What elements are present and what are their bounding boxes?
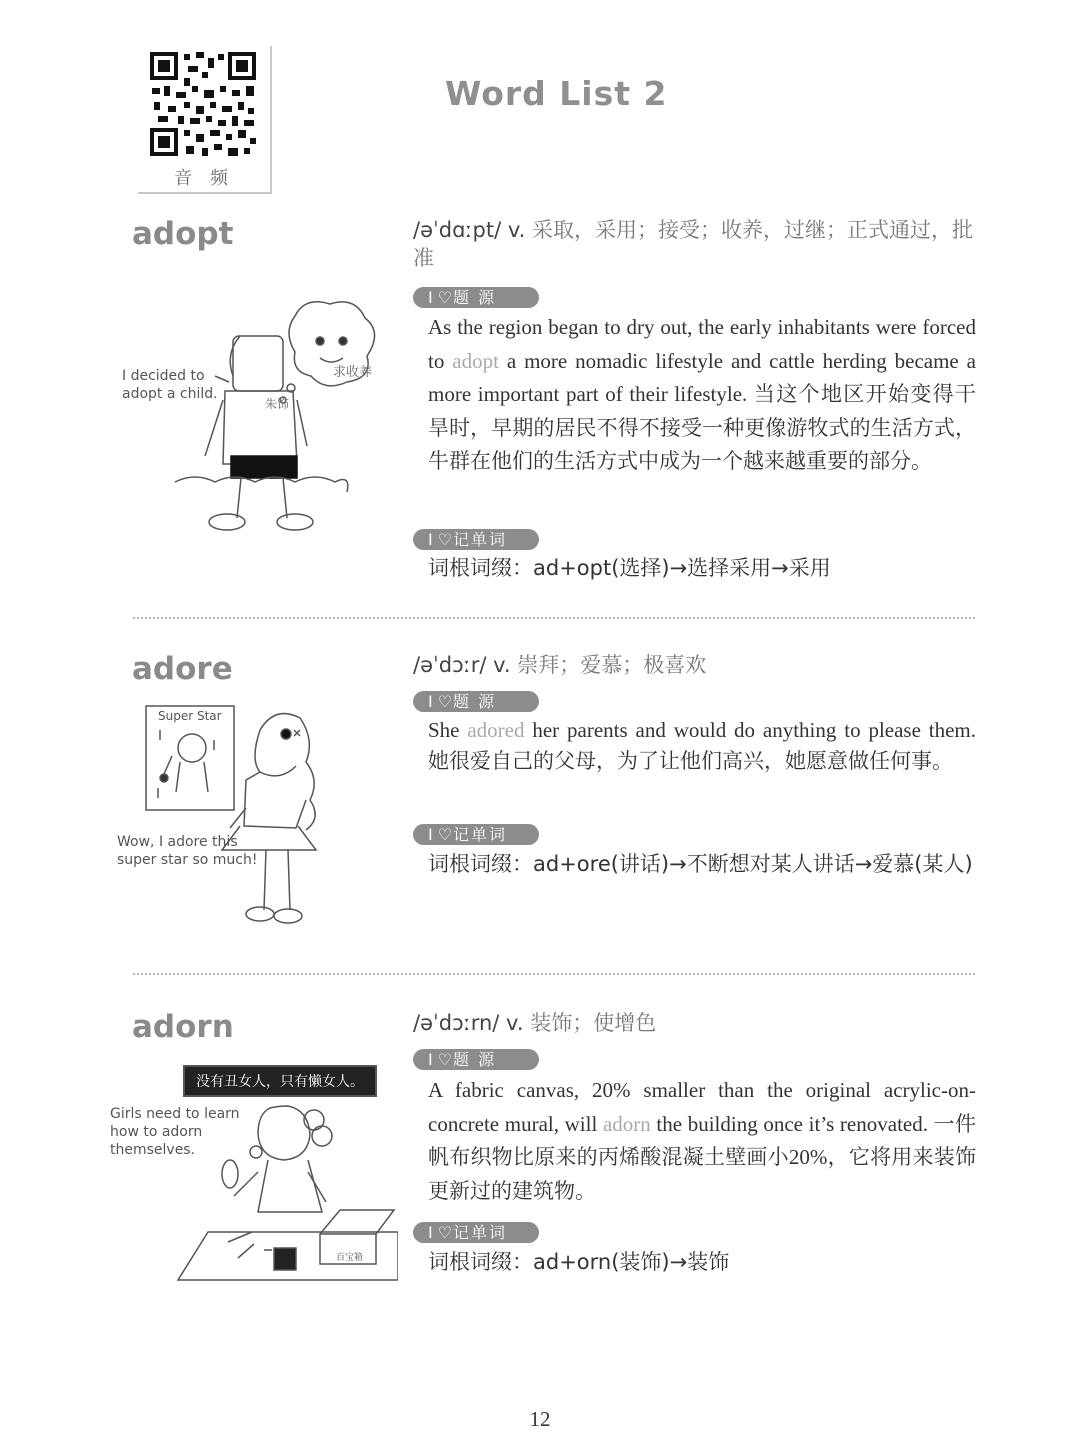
word-root-note-adore: 词根词缀：ad+ore(讲话)→不断想对某人讲话→爱慕(某人) [428, 852, 973, 876]
audio-qr-block[interactable] [138, 46, 272, 194]
page-title: Word List 2 [445, 74, 668, 113]
girl-head [258, 1106, 310, 1160]
keyword: adopt [452, 348, 499, 373]
tag-label: 记单词 [453, 1223, 508, 1242]
meaning: 采取，采用；接受；收养，过继；正式通过，批准 [413, 218, 974, 270]
source-tag [413, 691, 539, 712]
part-of-speech: v. [493, 653, 511, 677]
illustration-caption: Girls need to learn [110, 1106, 240, 1122]
entry-divider [133, 973, 975, 975]
sentence-translation: 当这个地区开始变得干旱时，早期的居民不得不接受一种更像游牧式的生活方式，牛群在他们的生活方式中成为一个越来越重要的部分。 [428, 382, 977, 473]
box-label: 百宝箱 [336, 1253, 364, 1263]
tag-label: 题 源 [453, 692, 497, 711]
sentence-text: the building once it’s renovated. [650, 1111, 928, 1136]
memorize-tag [413, 824, 539, 845]
source-tag [413, 287, 539, 308]
phonetic: /əˈdɔːrn/ [413, 1011, 500, 1035]
shirt-text: 朱饰 [265, 397, 290, 411]
qr-code-icon[interactable] [148, 50, 258, 158]
part-of-speech: v. [507, 218, 526, 242]
illustration-caption: Wow, I adore this [117, 834, 238, 850]
adore-illustration [110, 700, 330, 935]
source-tag [413, 1049, 539, 1070]
illustration-caption: adopt a child. [122, 386, 218, 402]
character-head [233, 336, 283, 391]
poster-title: Super Star [158, 709, 222, 723]
audio-label: 音 频 [174, 168, 234, 189]
sentence-translation: 她很爱自己的父母，为了让他们高兴，她愿意做任何事。 [428, 749, 953, 773]
headword-adopt: adopt [132, 216, 234, 252]
sentence-translation: 一件帆布织物比原来的丙烯酸混凝土壁画小20%，它将用来装饰更新过的建筑物。 [428, 1111, 977, 1203]
phonetic: /əˈdɑːpt/ [413, 218, 502, 242]
bubble-text: 求收养 [333, 365, 373, 380]
example-sentence-adorn [428, 1074, 976, 1208]
tag-label: 题 源 [453, 288, 497, 307]
memorize-tag [413, 1222, 539, 1243]
keyword: adored [467, 718, 525, 742]
word-root-note-adorn: 词根词缀：ad+orn(装饰)→装饰 [428, 1250, 730, 1274]
sentence-text: As the region began to dry out, the early inhabitants were forced to [428, 315, 976, 373]
illustration-caption: super star so much! [117, 852, 258, 868]
girl-body [258, 1160, 322, 1212]
example-sentence-adore [428, 715, 976, 777]
entry-divider [133, 617, 975, 619]
example-sentence-adopt [428, 311, 976, 479]
meaning: 装饰；使增色 [530, 1011, 657, 1035]
tag-label: 题 源 [453, 1050, 497, 1069]
definition-adore [413, 651, 978, 679]
heart-icon: I ♡ [428, 288, 453, 307]
headword-adore: adore [132, 651, 233, 687]
word-root-note-adopt: 词根词缀：ad+opt(选择)→选择采用→采用 [428, 556, 831, 580]
definition-adorn [413, 1009, 978, 1037]
illustration-caption: how to adorn [110, 1124, 203, 1140]
phonetic: /əˈdɔːr/ [413, 653, 487, 677]
page-number: 12 [529, 1407, 551, 1431]
heart-icon: I ♡ [428, 530, 453, 549]
tag-label: 记单词 [453, 825, 508, 844]
heart-icon: I ♡ [428, 1223, 453, 1242]
adopt-illustration [115, 296, 385, 536]
sentence-text: A fabric canvas, 20% smaller than the original acrylic-on-concrete mural, will [428, 1078, 976, 1136]
sentence-text: She [428, 718, 468, 742]
illustration-caption: themselves. [110, 1142, 196, 1158]
definition-adopt [413, 216, 978, 272]
heart-icon: I ♡ [428, 825, 453, 844]
memorize-tag [413, 529, 539, 550]
keyword: adorn [602, 1111, 651, 1136]
banner-text: 没有丑女人，只有懒女人。 [196, 1074, 364, 1090]
meaning: 崇拜；爱慕；极喜欢 [517, 653, 707, 677]
heart-icon: I ♡ [428, 692, 453, 711]
sentence-text: a more nomadic lifestyle and cattle herding became a more important part of their lifestyle. [428, 348, 976, 406]
heart-icon: I ♡ [428, 1050, 453, 1069]
part-of-speech: v. [506, 1011, 524, 1035]
sentence-text: her parents and would do anything to please them. [524, 718, 977, 742]
adorn-illustration [108, 1062, 398, 1287]
illustration-caption: I decided to [122, 368, 205, 384]
tag-label: 记单词 [453, 530, 508, 549]
headword-adorn: adorn [132, 1009, 234, 1045]
girl-body [244, 772, 306, 828]
